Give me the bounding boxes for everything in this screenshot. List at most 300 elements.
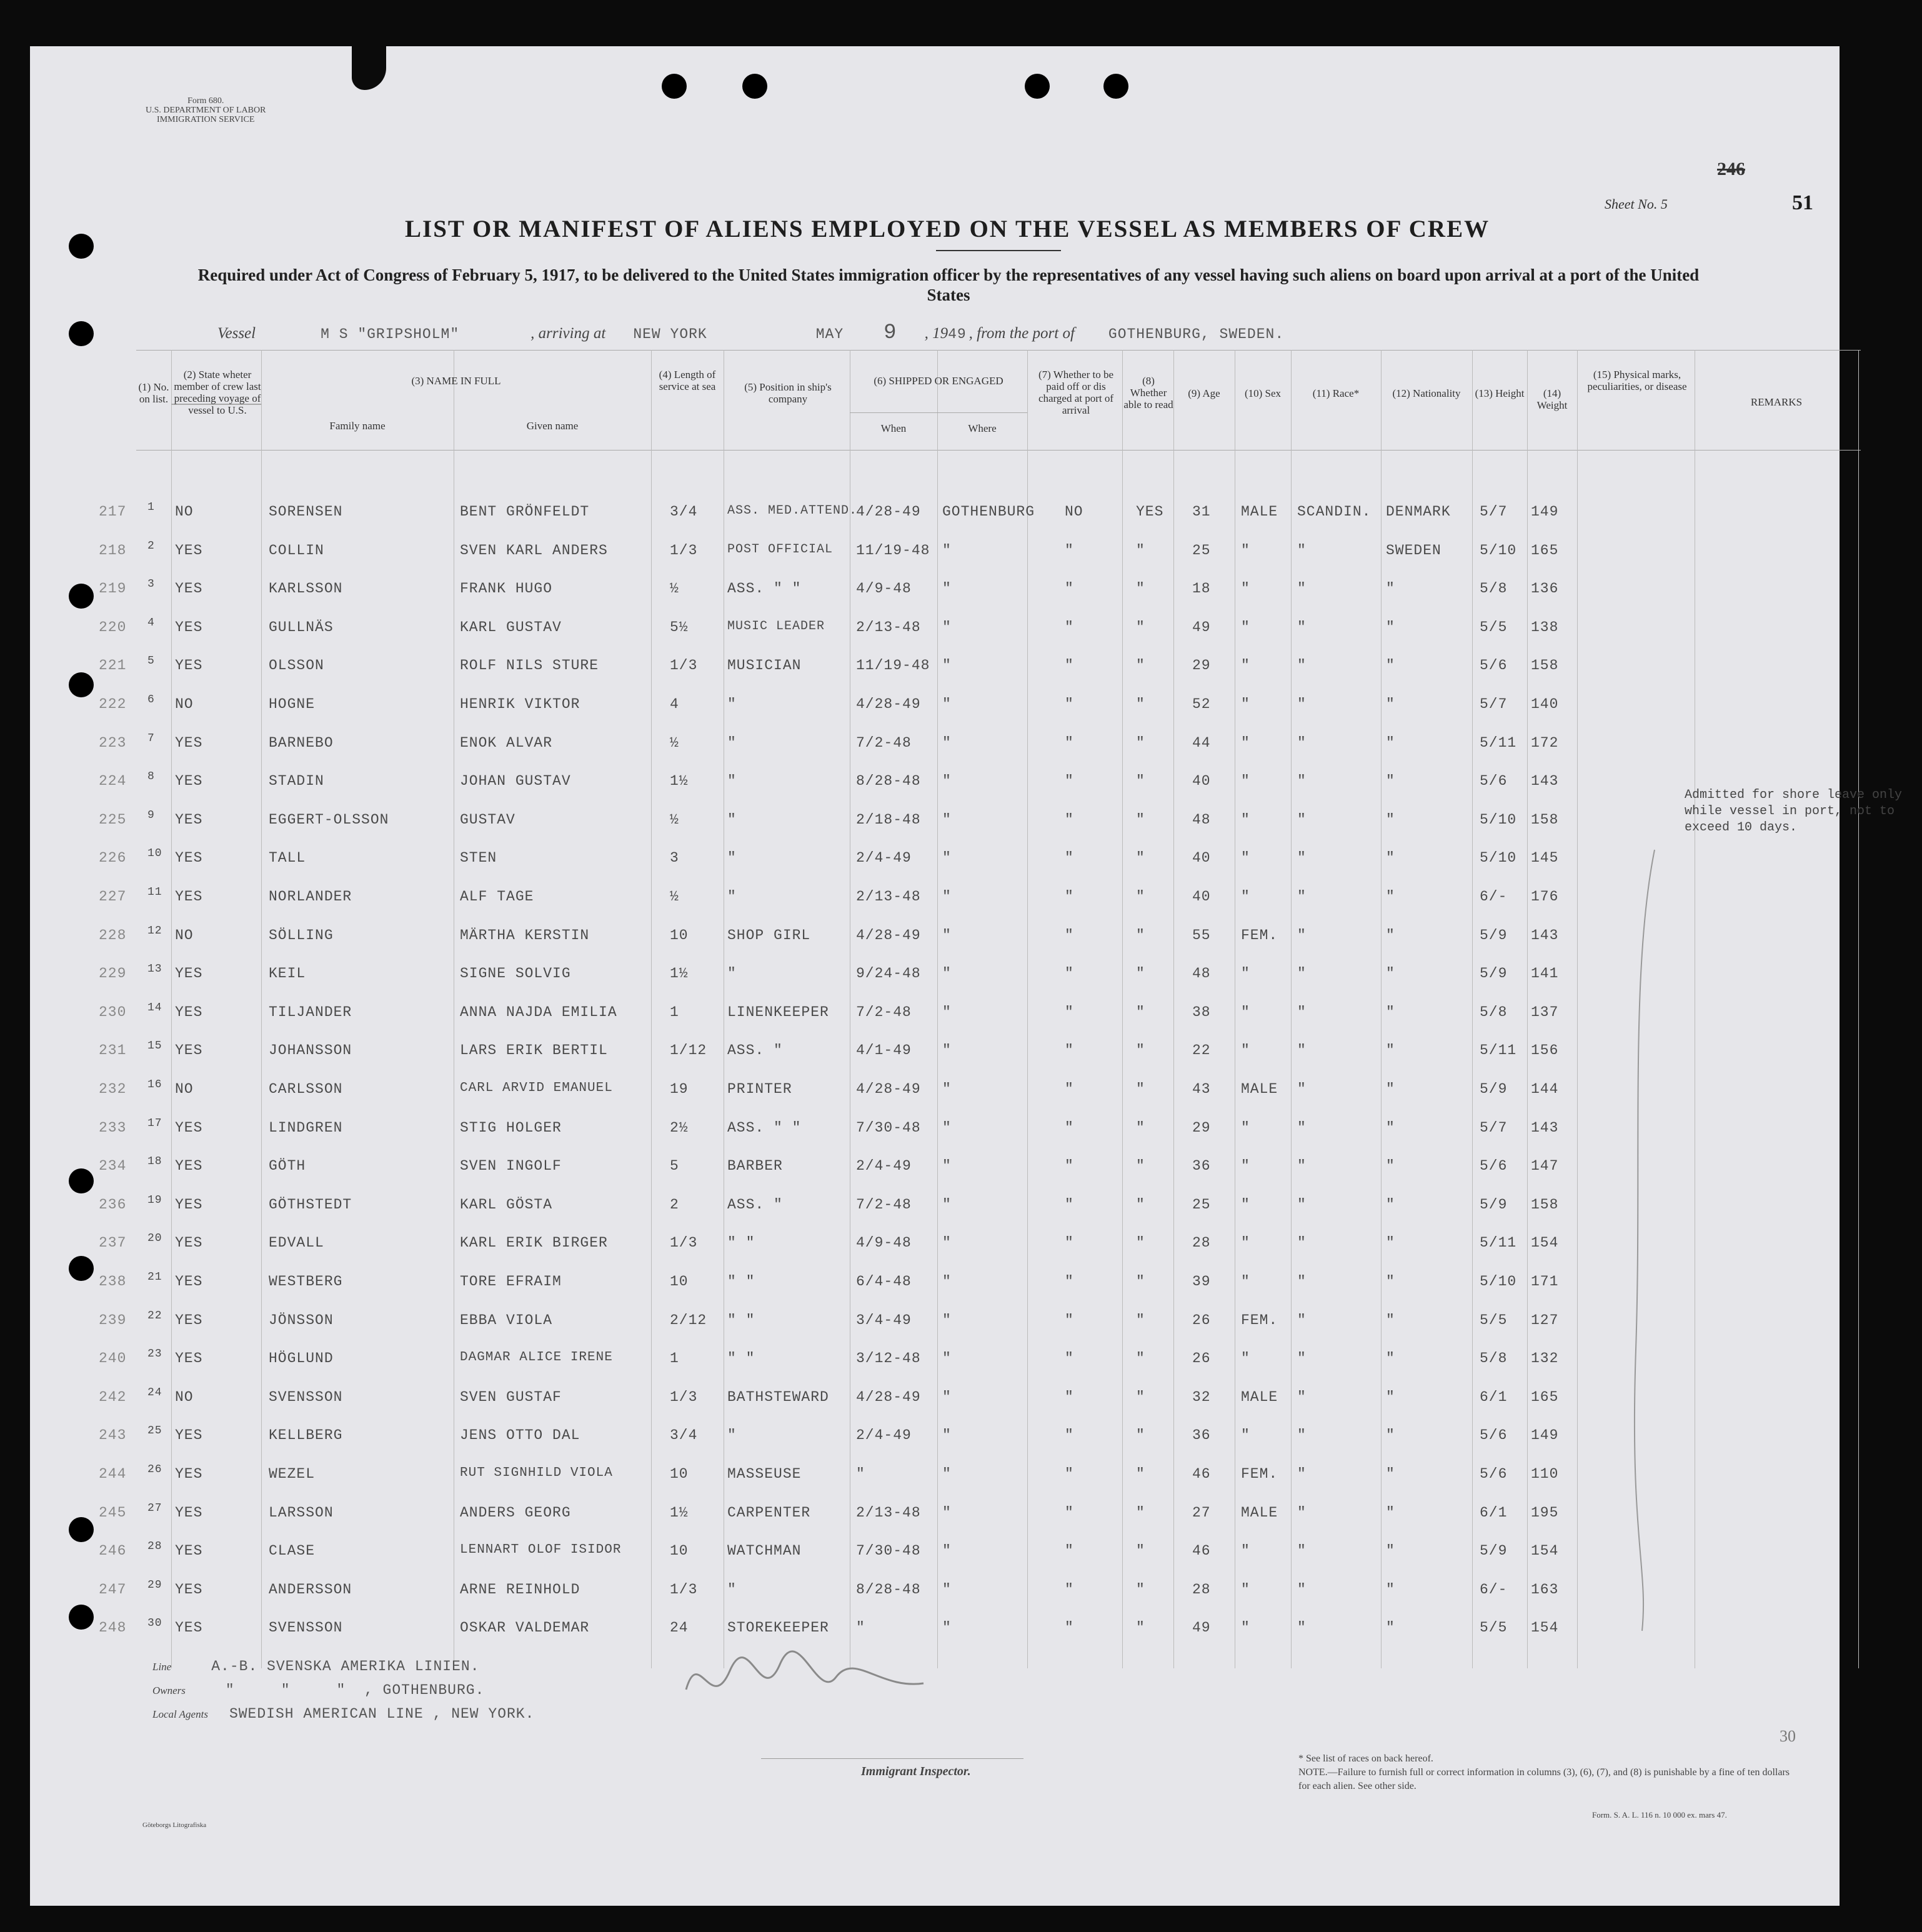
row-weight: 147 <box>1531 1158 1559 1175</box>
row-able-to-read: " <box>1136 734 1145 751</box>
row-paid-off: " <box>1065 1119 1074 1136</box>
row-able-to-read: " <box>1136 773 1145 790</box>
row-previous-voyage: YES <box>175 1119 203 1136</box>
row-able-to-read: " <box>1136 811 1145 828</box>
row-race: " <box>1297 1312 1307 1328</box>
row-race: " <box>1297 1003 1307 1020</box>
row-sex: " <box>1241 542 1250 559</box>
row-family-name: LINDGREN <box>269 1119 343 1136</box>
row-given-name: SVEN INGOLF <box>460 1158 562 1175</box>
row-paid-off: " <box>1065 773 1074 790</box>
row-paid-off: " <box>1065 1388 1074 1405</box>
row-number: 14 <box>147 1001 162 1014</box>
row-age: 36 <box>1192 1158 1211 1175</box>
row-previous-voyage: NO <box>175 1081 194 1097</box>
vessel-label: Vessel <box>217 325 256 342</box>
row-age: 46 <box>1192 1466 1211 1482</box>
row-height: 5/9 <box>1480 1196 1508 1213</box>
row-position: MASSEUSE <box>727 1466 802 1482</box>
row-height: 5/7 <box>1480 1119 1508 1136</box>
row-race: " <box>1297 1504 1307 1521</box>
row-race: " <box>1297 1273 1307 1290</box>
row-height: 5/10 <box>1480 1273 1517 1290</box>
row-family-name: KEIL <box>269 965 306 982</box>
row-sex: FEM. <box>1241 1312 1278 1328</box>
row-nationality: DENMARK <box>1386 504 1451 520</box>
row-race: " <box>1297 542 1307 559</box>
page-number: 51 <box>1792 191 1813 214</box>
row-shipped-when: 3/12-48 <box>856 1350 921 1367</box>
table-top-rule <box>136 350 1861 351</box>
row-sex: " <box>1241 1350 1250 1367</box>
row-position: ASS. " <box>727 1196 783 1213</box>
service: IMMIGRATION SERVICE <box>157 115 255 124</box>
row-age: 28 <box>1192 1581 1211 1598</box>
row-age: 28 <box>1192 1235 1211 1252</box>
row-number: 20 <box>147 1232 162 1245</box>
row-given-name: JENS OTTO DAL <box>460 1427 580 1444</box>
row-nationality: " <box>1386 1196 1395 1213</box>
row-service: ½ <box>670 889 679 905</box>
col-rule <box>1027 350 1028 1668</box>
row-age: 25 <box>1192 542 1211 559</box>
arrival-month: MAY <box>815 326 844 342</box>
row-shipped-where: " <box>942 927 952 944</box>
row-family-name: SVENSSON <box>269 1620 343 1636</box>
row-shipped-when: 9/24-48 <box>856 965 921 982</box>
row-weight: 165 <box>1531 542 1559 559</box>
row-paid-off: " <box>1065 1273 1074 1290</box>
header-position: (5) Position in ship's company <box>744 381 832 405</box>
row-race: " <box>1297 696 1307 712</box>
row-weight: 140 <box>1531 696 1559 712</box>
row-number: 6 <box>147 694 155 706</box>
row-previous-voyage: NO <box>175 504 194 520</box>
line-row <box>152 1658 480 1675</box>
row-able-to-read: " <box>1136 889 1145 905</box>
row-ref-number: 248 <box>99 1620 127 1636</box>
row-family-name: KELLBERG <box>269 1427 343 1444</box>
row-able-to-read: " <box>1136 1543 1145 1560</box>
row-shipped-where: " <box>942 1235 952 1252</box>
row-previous-voyage: YES <box>175 734 203 751</box>
arriving-label: , arriving at <box>530 325 606 342</box>
row-age: 46 <box>1192 1543 1211 1560</box>
row-ref-number: 225 <box>99 811 127 828</box>
row-shipped-where: " <box>942 734 952 751</box>
row-sex: " <box>1241 773 1250 790</box>
row-height: 5/6 <box>1480 773 1508 790</box>
row-position: ASS. " <box>727 1042 783 1059</box>
row-weight: 158 <box>1531 1196 1559 1213</box>
row-service: 2/12 <box>670 1312 707 1328</box>
header-weight: (14) Weight <box>1536 387 1568 411</box>
row-weight: 144 <box>1531 1081 1559 1097</box>
row-age: 18 <box>1192 580 1211 597</box>
row-previous-voyage: YES <box>175 965 203 982</box>
row-family-name: STADIN <box>269 773 324 790</box>
row-nationality: " <box>1386 773 1395 790</box>
row-shipped-where: " <box>942 850 952 867</box>
row-number: 25 <box>147 1425 162 1438</box>
punch-hole <box>662 74 687 99</box>
row-service: 4 <box>670 696 679 712</box>
row-height: 6/- <box>1480 889 1508 905</box>
row-given-name: HENRIK VIKTOR <box>460 696 580 712</box>
header-age: (9) Age <box>1188 387 1220 399</box>
row-able-to-read: " <box>1136 696 1145 712</box>
row-age: 22 <box>1192 1042 1211 1059</box>
row-ref-number: 222 <box>99 696 127 712</box>
row-weight: 154 <box>1531 1620 1559 1636</box>
row-sex: FEM. <box>1241 1466 1278 1482</box>
row-weight: 138 <box>1531 619 1559 635</box>
row-ref-number: 244 <box>99 1466 127 1482</box>
row-nationality: " <box>1386 619 1395 635</box>
row-ref-number: 231 <box>99 1042 127 1059</box>
departure-port: GOTHENBURG, SWEDEN. <box>1108 326 1285 342</box>
row-service: 1/3 <box>670 542 698 559</box>
row-sex: MALE <box>1241 1081 1278 1097</box>
row-nationality: " <box>1386 1042 1395 1059</box>
punch-hole <box>69 321 94 346</box>
row-able-to-read: " <box>1136 1504 1145 1521</box>
row-shipped-when: 7/2-48 <box>856 1003 912 1020</box>
row-height: 5/6 <box>1480 657 1508 674</box>
line-value: A.-B. SVENSKA AMERIKA LINIEN. <box>211 1658 480 1675</box>
row-position: ASS. MED.ATTEND. <box>727 504 858 518</box>
row-family-name: JOHANSSON <box>269 1042 352 1059</box>
row-given-name: KARL GUSTAV <box>460 619 562 635</box>
row-able-to-read: " <box>1136 657 1145 674</box>
row-race: " <box>1297 1042 1307 1059</box>
row-shipped-when: 4/28-49 <box>856 1388 921 1405</box>
row-height: 5/10 <box>1480 542 1517 559</box>
row-shipped-when: 2/13-48 <box>856 1504 921 1521</box>
row-shipped-where: " <box>942 696 952 712</box>
row-able-to-read: " <box>1136 965 1145 982</box>
row-number: 11 <box>147 886 162 899</box>
row-position: STOREKEEPER <box>727 1620 829 1636</box>
row-service: 3/4 <box>670 504 698 520</box>
row-service: 1 <box>670 1003 679 1020</box>
col-rule <box>651 350 652 1668</box>
row-nationality: " <box>1386 1273 1395 1290</box>
row-age: 26 <box>1192 1350 1211 1367</box>
row-number: 10 <box>147 847 162 860</box>
row-shipped-when: 4/28-49 <box>856 927 921 944</box>
row-number: 3 <box>147 578 155 591</box>
row-paid-off: " <box>1065 1466 1074 1482</box>
row-nationality: " <box>1386 1003 1395 1020</box>
row-number: 22 <box>147 1309 162 1322</box>
row-ref-number: 246 <box>99 1543 127 1560</box>
row-family-name: JÖNSSON <box>269 1312 334 1328</box>
row-race: " <box>1297 1581 1307 1598</box>
row-shipped-where: " <box>942 1196 952 1213</box>
row-previous-voyage: YES <box>175 1543 203 1560</box>
row-age: 55 <box>1192 927 1211 944</box>
row-sex: " <box>1241 965 1250 982</box>
row-service: 10 <box>670 1466 689 1482</box>
row-height: 5/5 <box>1480 619 1508 635</box>
row-sex: MALE <box>1241 1504 1278 1521</box>
row-race: " <box>1297 889 1307 905</box>
row-service: 1 <box>670 1350 679 1367</box>
row-family-name: WEZEL <box>269 1466 316 1482</box>
row-able-to-read: " <box>1136 1388 1145 1405</box>
row-ref-number: 230 <box>99 1003 127 1020</box>
punch-hole <box>1025 74 1050 99</box>
row-given-name: ALF TAGE <box>460 889 534 905</box>
row-previous-voyage: YES <box>175 1350 203 1367</box>
row-able-to-read: YES <box>1136 504 1164 520</box>
col-rule <box>1122 350 1123 1668</box>
row-previous-voyage: YES <box>175 889 203 905</box>
row-race: " <box>1297 734 1307 751</box>
row-height: 5/9 <box>1480 1081 1508 1097</box>
row-able-to-read: " <box>1136 1081 1145 1097</box>
row-race: " <box>1297 1543 1307 1560</box>
row-height: 5/6 <box>1480 1427 1508 1444</box>
row-family-name: CLASE <box>269 1543 316 1560</box>
row-ref-number: 226 <box>99 850 127 867</box>
inspector-label: Immigrant Inspector. <box>861 1765 971 1778</box>
row-age: 49 <box>1192 1620 1211 1636</box>
row-age: 38 <box>1192 1003 1211 1020</box>
row-age: 29 <box>1192 1119 1211 1136</box>
row-service: 1/3 <box>670 657 698 674</box>
manifest-sheet <box>30 46 1903 1906</box>
row-position: " <box>727 734 737 751</box>
row-paid-off: " <box>1065 1312 1074 1328</box>
row-shipped-when: 2/18-48 <box>856 811 921 828</box>
row-height: 6/- <box>1480 1581 1508 1598</box>
row-race: " <box>1297 1388 1307 1405</box>
row-nationality: " <box>1386 927 1395 944</box>
row-able-to-read: " <box>1136 850 1145 867</box>
header-given-name: Given name <box>526 420 579 432</box>
row-family-name: KARLSSON <box>269 580 343 597</box>
row-paid-off: " <box>1065 1543 1074 1560</box>
row-position: POST OFFICIAL <box>727 542 834 557</box>
row-paid-off: " <box>1065 811 1074 828</box>
row-weight: 171 <box>1531 1273 1559 1290</box>
row-given-name: GUSTAV <box>460 811 515 828</box>
row-service: 1/3 <box>670 1581 698 1598</box>
row-paid-off: " <box>1065 1235 1074 1252</box>
row-number: 21 <box>147 1271 162 1283</box>
sub-rule <box>850 412 1027 413</box>
row-position: " " <box>727 1235 755 1252</box>
row-sex: " <box>1241 889 1250 905</box>
row-sex: " <box>1241 1042 1250 1059</box>
row-number: 4 <box>147 616 155 629</box>
row-family-name: HÖGLUND <box>269 1350 334 1367</box>
row-sex: " <box>1241 619 1250 635</box>
row-ref-number: 229 <box>99 965 127 982</box>
row-number: 24 <box>147 1386 162 1399</box>
row-given-name: SVEN KARL ANDERS <box>460 542 608 559</box>
row-paid-off: " <box>1065 927 1074 944</box>
vessel-name: M S "GRIPSHOLM" <box>321 326 460 342</box>
row-age: 52 <box>1192 696 1211 712</box>
arriving-port: NEW YORK <box>633 326 707 342</box>
row-position: PRINTER <box>727 1081 792 1097</box>
row-weight: 127 <box>1531 1312 1559 1328</box>
torn-corner <box>352 46 386 90</box>
row-number: 28 <box>147 1540 162 1553</box>
sheet-number <box>1605 196 1668 212</box>
row-family-name: EGGERT-OLSSON <box>269 811 389 828</box>
row-previous-voyage: YES <box>175 811 203 828</box>
row-previous-voyage: YES <box>175 1504 203 1521</box>
row-nationality: " <box>1386 889 1395 905</box>
header-remarks: REMARKS <box>1750 396 1803 408</box>
row-weight: 154 <box>1531 1235 1559 1252</box>
row-shipped-where: " <box>942 965 952 982</box>
row-weight: 136 <box>1531 580 1559 597</box>
row-service: 1/12 <box>670 1042 707 1059</box>
row-ref-number: 227 <box>99 889 127 905</box>
row-given-name: OSKAR VALDEMAR <box>460 1620 590 1636</box>
header-nationality: (12) Nationality <box>1392 387 1461 399</box>
form-code: Form. S. A. L. 116 n. 10 000 ex. mars 47. <box>1592 1810 1727 1820</box>
row-height: 5/10 <box>1480 850 1517 867</box>
punch-hole <box>69 584 94 609</box>
row-position: " " <box>727 1350 755 1367</box>
row-weight: 145 <box>1531 850 1559 867</box>
punch-hole <box>69 1168 94 1193</box>
row-nationality: " <box>1386 1466 1395 1482</box>
row-height: 5/6 <box>1480 1158 1508 1175</box>
row-given-name: LARS ERIK BERTIL <box>460 1042 608 1059</box>
row-family-name: COLLIN <box>269 542 324 559</box>
row-age: 27 <box>1192 1504 1211 1521</box>
header-family-name: Family name <box>329 420 386 432</box>
row-service: 1½ <box>670 965 689 982</box>
row-paid-off: " <box>1065 1504 1074 1521</box>
header-no: (1) No. on list. <box>138 381 169 405</box>
col-rule <box>1173 350 1174 1668</box>
row-able-to-read: " <box>1136 1042 1145 1059</box>
row-height: 5/5 <box>1480 1620 1508 1636</box>
row-race: " <box>1297 1427 1307 1444</box>
page-subtitle: Required under Act of Congress of February 5, 1917, to be delivered to the United States immigration officer by the representatives of any vessel having such aliens on board upon arrival at a port of the United States <box>197 266 1700 304</box>
row-sex: FEM. <box>1241 927 1278 944</box>
row-height: 5/8 <box>1480 580 1508 597</box>
row-paid-off: " <box>1065 965 1074 982</box>
header-rule <box>136 450 1861 451</box>
row-position: CARPENTER <box>727 1504 811 1521</box>
row-paid-off: " <box>1065 1196 1074 1213</box>
row-able-to-read: " <box>1136 1235 1145 1252</box>
arrival-day: 9 <box>884 321 897 345</box>
header-previous-voyage: (2) State wheter member of crew last preceding voyage of vessel to U.S. <box>174 369 261 416</box>
owners-row <box>152 1682 484 1698</box>
row-shipped-when: 6/4-48 <box>856 1273 912 1290</box>
row-number: 29 <box>147 1578 162 1591</box>
row-paid-off: " <box>1065 1427 1074 1444</box>
row-weight: 195 <box>1531 1504 1559 1521</box>
row-given-name: KARL GÖSTA <box>460 1196 553 1213</box>
punch-hole <box>69 234 94 259</box>
row-family-name: LARSSON <box>269 1504 334 1521</box>
row-nationality: " <box>1386 1350 1395 1367</box>
row-height: 6/1 <box>1480 1504 1508 1521</box>
row-previous-voyage: YES <box>175 542 203 559</box>
row-previous-voyage: YES <box>175 1158 203 1175</box>
row-age: 39 <box>1192 1273 1211 1290</box>
row-given-name: SVEN GUSTAF <box>460 1388 562 1405</box>
row-service: 2½ <box>670 1119 689 1136</box>
row-paid-off: " <box>1065 889 1074 905</box>
row-race: " <box>1297 1235 1307 1252</box>
row-height: 5/6 <box>1480 1466 1508 1482</box>
row-sex: " <box>1241 1581 1250 1598</box>
row-ref-number: 238 <box>99 1273 127 1290</box>
header-read: (8) Whether able to read <box>1123 375 1173 411</box>
row-given-name: ARNE REINHOLD <box>460 1581 580 1598</box>
row-number: 15 <box>147 1040 162 1053</box>
vessel-line <box>217 321 1284 345</box>
row-height: 5/10 <box>1480 811 1517 828</box>
header-race: (11) Race* <box>1312 387 1360 399</box>
row-shipped-where: " <box>942 1042 952 1059</box>
row-race: " <box>1297 1350 1307 1367</box>
row-family-name: GÖTHSTEDT <box>269 1196 352 1213</box>
row-sex: " <box>1241 811 1250 828</box>
row-position: " <box>727 1581 737 1598</box>
row-given-name: STIG HOLGER <box>460 1119 562 1136</box>
header-physical-marks: (15) Physical marks, peculiarities, or disease <box>1587 369 1687 392</box>
row-weight: 132 <box>1531 1350 1559 1367</box>
row-shipped-when: 7/30-48 <box>856 1543 921 1560</box>
row-ref-number: 223 <box>99 734 127 751</box>
col-rule <box>1858 350 1859 1668</box>
row-previous-voyage: YES <box>175 580 203 597</box>
row-shipped-where: " <box>942 1273 952 1290</box>
row-nationality: " <box>1386 657 1395 674</box>
row-previous-voyage: NO <box>175 927 194 944</box>
row-able-to-read: " <box>1136 1581 1145 1598</box>
department: U.S. DEPARTMENT OF LABOR <box>146 106 266 115</box>
row-ref-number: 218 <box>99 542 127 559</box>
row-previous-voyage: YES <box>175 1235 203 1252</box>
row-given-name: ROLF NILS STURE <box>460 657 599 674</box>
header-height: (13) Height <box>1475 387 1525 399</box>
row-given-name: KARL ERIK BIRGER <box>460 1235 608 1252</box>
row-shipped-when: 2/13-48 <box>856 889 921 905</box>
row-shipped-where: " <box>942 1158 952 1175</box>
row-paid-off: NO <box>1065 504 1083 520</box>
row-nationality: " <box>1386 1119 1395 1136</box>
row-shipped-when: 4/28-49 <box>856 696 921 712</box>
row-nationality: " <box>1386 1581 1395 1598</box>
row-nationality: " <box>1386 580 1395 597</box>
row-weight: 143 <box>1531 927 1559 944</box>
row-ref-number: 245 <box>99 1504 127 1521</box>
row-service: 1/3 <box>670 1388 698 1405</box>
row-shipped-when: 7/2-48 <box>856 1196 912 1213</box>
row-race: " <box>1297 811 1307 828</box>
row-shipped-where: " <box>942 1427 952 1444</box>
row-able-to-read: " <box>1136 1273 1145 1290</box>
row-paid-off: " <box>1065 1350 1074 1367</box>
row-position: BARBER <box>727 1158 783 1175</box>
row-race: " <box>1297 965 1307 982</box>
row-shipped-when: 11/19-48 <box>856 542 930 559</box>
